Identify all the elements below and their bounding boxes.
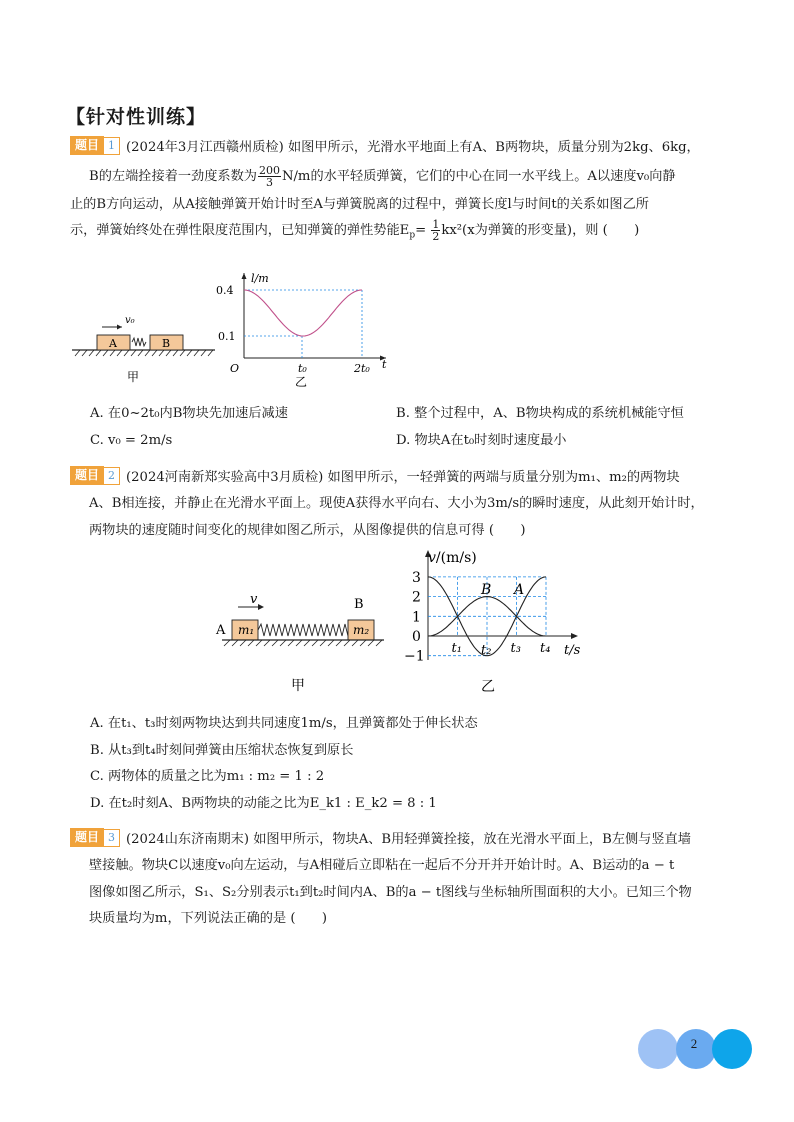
- question-text: 如图甲所示，光滑水平地面上有A、B两物块，质量分别为2kg、6kg，: [287, 139, 700, 155]
- svg-text:B: B: [161, 337, 171, 350]
- question-text: 块质量均为m，下列说法正确的是 ( ): [89, 911, 327, 927]
- caption-yi: 乙: [294, 375, 308, 389]
- arrow-icon: [258, 604, 264, 610]
- x-axis-label: t/s: [564, 643, 581, 658]
- option-d[interactable]: D. 物块A在t₀时刻时速度最小: [396, 433, 567, 448]
- x-tick-label: t₄: [540, 641, 551, 656]
- figure-1-jia: [70, 305, 220, 385]
- svg-text:A: A: [109, 337, 117, 350]
- x-tick-label: t₂: [481, 643, 492, 658]
- y-tick-label: 2: [412, 589, 421, 606]
- svg-text:v₀: v₀: [125, 315, 135, 326]
- curve-a-label: A: [514, 582, 525, 598]
- y-axis-label: v/(m/s): [428, 550, 477, 566]
- question-2: [70, 464, 730, 544]
- option-b[interactable]: B. 整个过程中，A、B物块构成的系统机械能守恒: [396, 406, 684, 421]
- page-deco-circle: [638, 1029, 678, 1069]
- question-source: (2024河南新郑实验高中3月质检): [126, 469, 324, 485]
- caption-yi: 乙: [481, 679, 495, 695]
- question-text: 壁接触。物块C以速度v₀向左运动，与A相碰后立即粘在一起后不分开并开始计时。A、B运动的a − t: [89, 858, 675, 874]
- section-title: 【针对性训练】: [66, 106, 207, 128]
- arrow-icon: [117, 325, 122, 330]
- page-deco-circle: [712, 1029, 752, 1069]
- caption-jia: 甲: [291, 678, 305, 694]
- question-1: 题目 1 (2024年3月江西赣州质检) 如图甲所示，光滑水平地面上有A、B两物块，质量分别为2kg、6kg， B的左端拴接着一劲度系数为 $\frac{200}{3}$ N/m的水平轻质弹簧，它们的中心在同一水平线上。A以速度v₀向静 止的B方向运动，从A接触弹簧开始计时至A与弹簧脱离的过程中，弹簧长度l与时间t的关系如图乙所 示，弹簧始终处在弹性限度范围内，已知弹簧的弹性势能$E_p=$ $\frac{1}{2}$ kx²(x为弹簧的形变量)，则 ( ): [70, 134, 730, 249]
- svg-text:m₂: m₂: [353, 623, 370, 637]
- origin-label: O: [230, 362, 240, 375]
- option-c[interactable]: C. 两物体的质量之比为m₁ : m₂ = 1 : 2: [90, 769, 325, 784]
- page-number: 2: [690, 1036, 698, 1051]
- question-text: 两物块的速度随时间变化的规律如图乙所示，从图像提供的信息可得 ( ): [89, 522, 526, 538]
- svg-text:m₁: m₁: [238, 623, 255, 637]
- fraction: $\frac{200}{3}$: [258, 164, 280, 190]
- svg-text:B: B: [354, 597, 364, 612]
- option-a[interactable]: A. 在t₁、t₃时刻两物块达到共同速度1m/s，且弹簧都处于伸长状态: [90, 716, 478, 731]
- x-axis-label: t: [382, 358, 387, 371]
- question-text: N/m的水平轻质弹簧，它们的中心在同一水平线上。A以速度v₀向静: [281, 169, 676, 185]
- question-text: kx²(x为弹簧的形变量)，则 ( ): [441, 223, 640, 239]
- x-tick-2t0: 2t₀: [354, 362, 370, 375]
- question-text: 图像如图乙所示，S₁、S₂分别表示t₁到t₂时间内A、B的a − t图线与坐标轴所围面积的大小。已知三个物: [89, 884, 692, 900]
- y-tick-0.4: 0.4: [216, 284, 234, 297]
- svg-text:v: v: [250, 592, 258, 607]
- question-text: 如图甲所示，物块A、B用轻弹簧拴接，放在光滑水平面上，B左侧与竖直墙: [253, 831, 691, 847]
- x-tick-label: t₃: [510, 641, 521, 656]
- spring-length-curve: [244, 290, 362, 336]
- caption-jia: 甲: [126, 370, 140, 384]
- spring: [132, 338, 146, 346]
- fraction: $\frac{1}{2}$: [432, 218, 440, 244]
- y-axis-label: l/m: [251, 272, 269, 285]
- option-a[interactable]: A. 在0~2t₀内B物块先加速后减速: [90, 406, 288, 421]
- figure-2-jia: [212, 586, 392, 696]
- svg-text:A: A: [216, 623, 226, 638]
- y-tick-0.1: 0.1: [218, 330, 236, 343]
- x-tick-t0: t₀: [298, 362, 307, 375]
- figure-1-yi: [214, 268, 394, 392]
- question-badge: 题目 1: [70, 133, 120, 160]
- option-d[interactable]: D. 在t₂时刻A、B两物块的动能之比为E_k1 : E_k2 = 8 : 1: [90, 796, 437, 811]
- question-text: 示，弹簧始终处在弹性限度范围内，已知弹簧的弹性势能E: [70, 223, 410, 239]
- question-text: =: [415, 223, 431, 239]
- option-c[interactable]: C. v₀ = 2m/s: [90, 433, 173, 448]
- y-tick-label: 1: [412, 609, 421, 626]
- question-3: [70, 826, 730, 933]
- question-badge: 题目 3: [70, 825, 120, 852]
- question-text: A、B相连接，并静止在光滑水平面上。现使A获得水平向右、大小为3m/s的瞬时速度，从此刻开始计时，: [89, 496, 704, 512]
- question-badge: 题目 2: [70, 463, 120, 490]
- y-tick-label: 3: [412, 569, 421, 586]
- spring: [258, 624, 357, 636]
- y-tick-label: −1: [404, 648, 425, 665]
- question-text: 如图甲所示，一轻弹簧的两端与质量分别为m₁、m₂的两物块: [327, 469, 680, 485]
- curve-b-label: B: [481, 582, 492, 598]
- x-tick-label: t₁: [451, 641, 462, 656]
- figure-2-yi: [398, 548, 598, 698]
- question-text: 止的B方向运动，从A接触弹簧开始计时至A与弹簧脱离的过程中，弹簧长度l与时间t的关系如图乙所: [70, 196, 649, 212]
- y-tick-label: 0: [412, 629, 421, 645]
- option-b[interactable]: B. 从t₃到t₄时刻间弹簧由压缩状态恢复到原长: [90, 743, 354, 758]
- question-text: B的左端拴接着一劲度系数为: [89, 169, 257, 185]
- question-source: (2024山东济南期末): [126, 831, 249, 847]
- question-source: (2024年3月江西赣州质检): [126, 139, 284, 155]
